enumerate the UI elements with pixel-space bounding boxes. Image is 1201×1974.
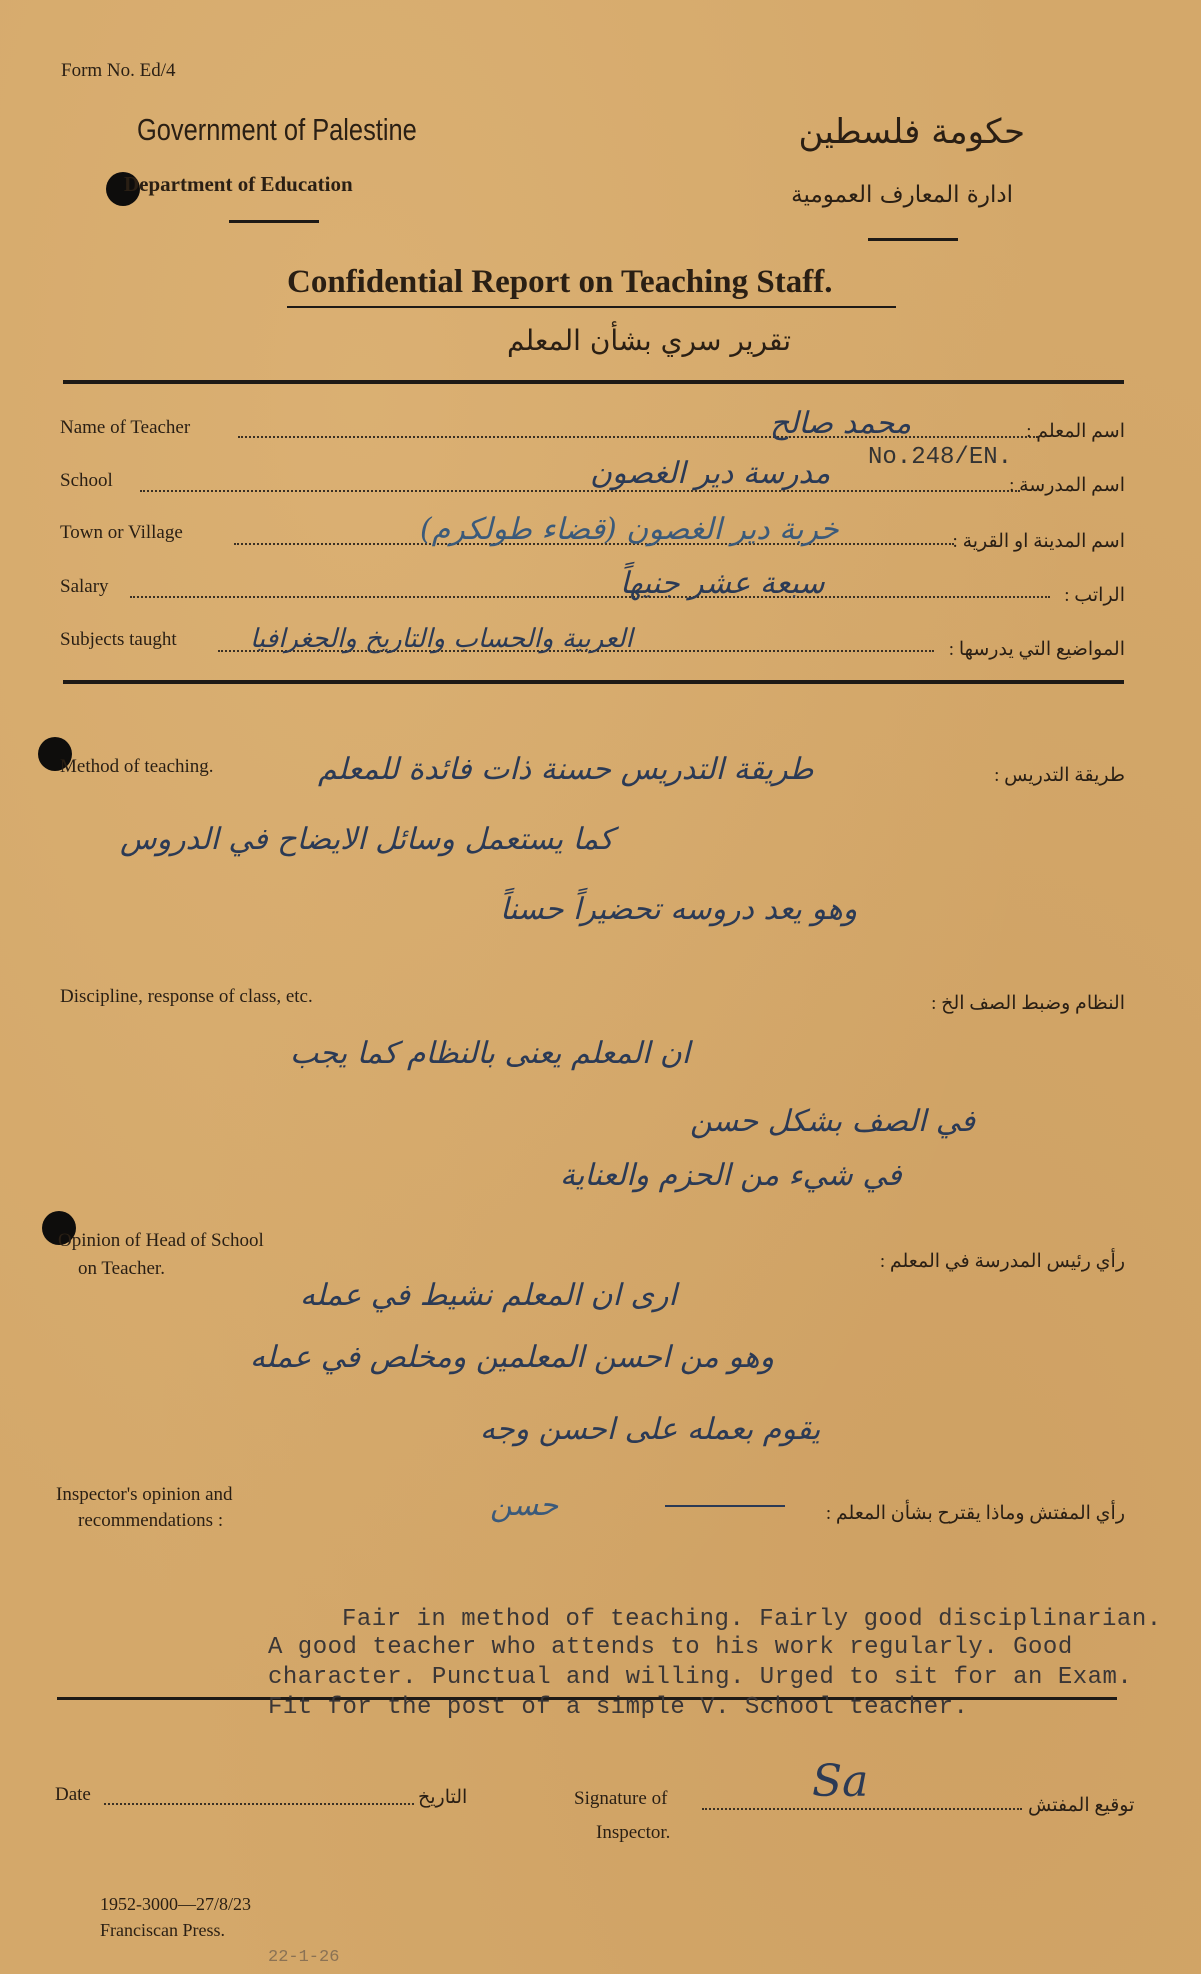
subjects-label-arabic: المواضيع التي يدرسها : — [948, 639, 1125, 660]
opinion-head-label-arabic: رأي رئيس المدرسة في المعلم : — [879, 1251, 1125, 1272]
signature-dotted-line — [702, 1808, 1022, 1810]
method-label-arabic: طريقة التدريس : — [994, 765, 1125, 786]
salary-label: Salary — [60, 576, 109, 597]
header-underline-left — [229, 220, 319, 223]
typed-line-4: Fit for the post of a simple V. School teacher. — [268, 1694, 969, 1721]
discipline-label-arabic: النظام وضبط الصف الخ : — [931, 993, 1125, 1014]
department-heading-arabic: ادارة المعارف العمومية — [791, 182, 1013, 208]
typed-line-2: A good teacher who attends to his work regularly. Good — [268, 1634, 1073, 1661]
inspector-hand-stroke — [665, 1505, 785, 1507]
opinion-head-label-2: on Teacher. — [78, 1258, 165, 1279]
opinion-head-label-1: Opinion of Head of School — [58, 1230, 264, 1251]
date-dotted-line — [104, 1803, 414, 1805]
town-label: Town or Village — [60, 522, 183, 543]
top-divider — [63, 380, 1124, 384]
opinion-line-1: ارى ان المعلم نشيط في عمله — [300, 1278, 677, 1313]
teacher-number: No.248/EN. — [868, 444, 1013, 471]
salary-value: سبعة عشر جنيهاً — [620, 566, 825, 601]
subjects-value: العربية والحساب والتاريخ والجغرافيا — [250, 624, 633, 654]
method-line-3: وهو يعد دروسه تحضيراً حسناً — [500, 892, 858, 927]
inspector-label-2: recommendations : — [78, 1510, 224, 1531]
school-value: مدرسة دير الغصون — [590, 456, 831, 491]
discipline-label: Discipline, response of class, etc. — [60, 986, 313, 1007]
name-label: Name of Teacher — [60, 417, 191, 438]
form-number: Form No. Ed/4 — [61, 60, 176, 81]
inspector-word: Inspector. — [596, 1822, 671, 1843]
school-label-arabic: اسم المدرسة : — [1009, 475, 1125, 496]
method-label: Method of teaching. — [60, 756, 214, 777]
printer-line-2: Franciscan Press. — [100, 1920, 225, 1940]
salary-dotted-line — [130, 596, 1050, 598]
discipline-line-2: في الصف بشكل حسن — [690, 1104, 976, 1139]
town-label-arabic: اسم المدينة او القرية : — [952, 531, 1125, 552]
discipline-line-3: في شيء من الحزم والعناية — [560, 1158, 902, 1193]
name-dotted-line — [238, 436, 1038, 438]
header-underline-right — [868, 238, 958, 241]
name-value: محمد صالح — [770, 406, 912, 441]
department-heading: Department of Education — [124, 172, 353, 196]
school-label: School — [60, 470, 113, 491]
inspector-hand-note: حسن — [490, 1488, 559, 1523]
typed-line-1: Fair in method of teaching. Fairly good disciplinarian. — [342, 1606, 1162, 1633]
date-label: Date — [55, 1784, 91, 1805]
inspector-signature: Sa — [812, 1756, 869, 1807]
inspector-label-arabic: رأي المفتش وماذا يقترح بشأن المعلم : — [825, 1503, 1125, 1524]
printer-line-1: 1952-3000—27/8/23 — [100, 1894, 251, 1914]
government-heading-arabic: حكومة فلسطين — [798, 112, 1025, 152]
name-label-arabic: اسم المعلم : — [1026, 421, 1125, 442]
government-heading: Government of Palestine — [137, 112, 417, 147]
discipline-line-1: ان المعلم يعنى بالنظام كما يجب — [290, 1036, 691, 1071]
details-divider — [63, 680, 1124, 684]
report-title: Confidential Report on Teaching Staff. — [287, 264, 833, 300]
school-dotted-line — [140, 490, 1020, 492]
opinion-line-2: وهو من احسن المعلمين ومخلص في عمله — [250, 1340, 775, 1375]
salary-label-arabic: الراتب : — [1064, 585, 1125, 606]
date-label-arabic: التاريخ — [418, 1787, 468, 1808]
method-line-2: كما يستعمل وسائل الايضاح في الدروس — [120, 822, 614, 857]
signature-label-arabic: توقيع المفتش — [1028, 1795, 1135, 1816]
inspector-label-1: Inspector's opinion and — [56, 1484, 233, 1505]
method-line-1: طريقة التدريس حسنة ذات فائدة للمعلم — [318, 752, 814, 787]
report-title-arabic: تقرير سري بشأن المعلم — [507, 324, 791, 357]
faint-stamp: 22-1-26 — [268, 1948, 340, 1967]
signature-label: Signature of — [574, 1788, 668, 1809]
town-value: خربة دير الغصون (قضاء طولكرم) — [420, 512, 839, 547]
subjects-label: Subjects taught — [60, 629, 177, 650]
typed-line-3: character. Punctual and willing. Urged to sit for an Exam. — [268, 1664, 1133, 1691]
opinion-line-3: يقوم بعمله على احسن وجه — [480, 1412, 821, 1447]
title-underline — [287, 306, 896, 308]
